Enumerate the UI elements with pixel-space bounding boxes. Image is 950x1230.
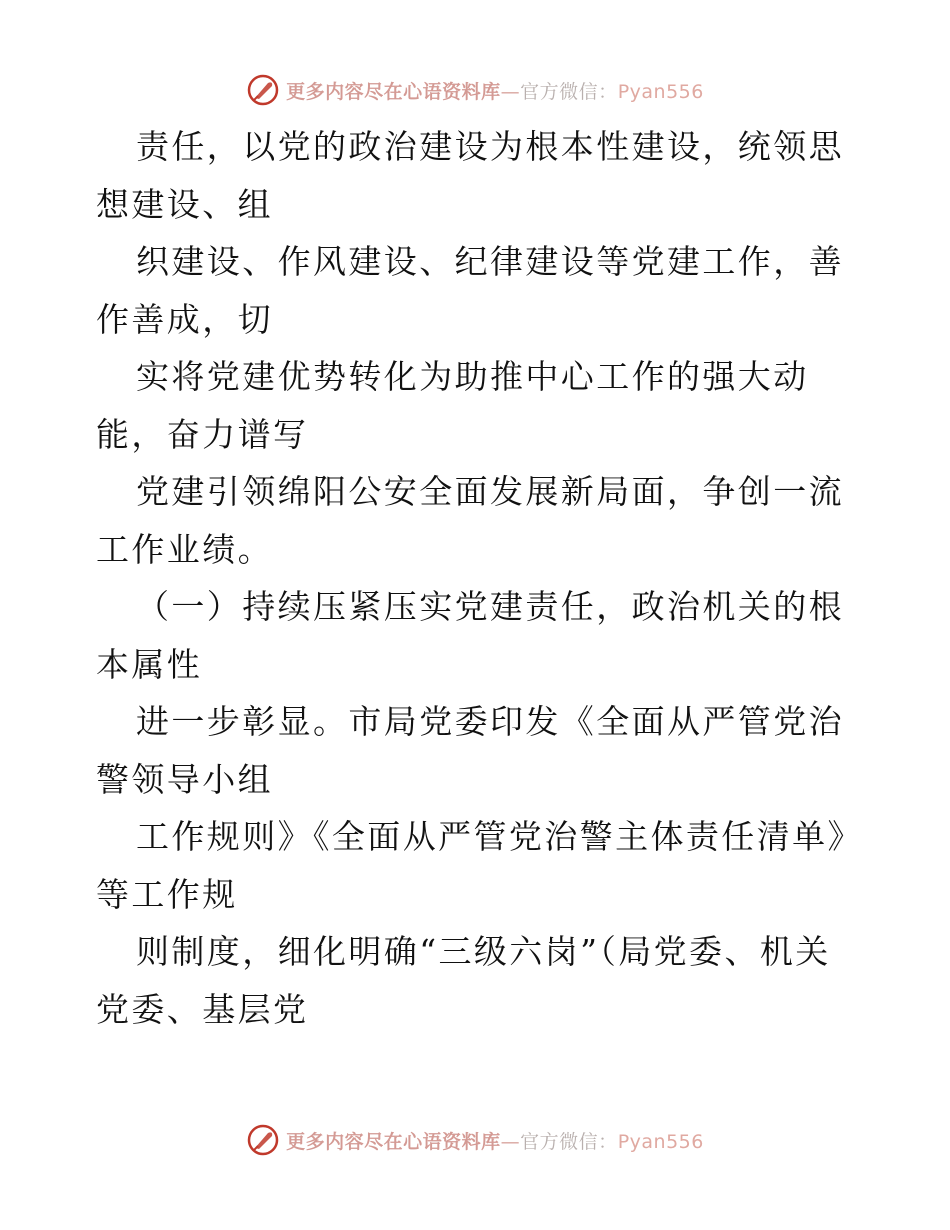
paragraph: 党建引领绵阳公安全面发展新局面，争创一流工作业绩。 [96,472,844,569]
watermark-dash: — [500,80,521,103]
paragraph: 实将党建优势转化为助推中心工作的强大动能，奋力谱写 [96,357,809,454]
watermark-text [286,77,704,104]
quill-logo-icon [246,1123,280,1157]
paragraph: 工作规则》《全面从严管党治警主体责任清单》等工作规 [96,817,847,914]
quill-logo-icon [246,73,280,107]
header-watermark [0,70,950,110]
footer-watermark [0,1120,950,1160]
watermark-wechat-label: 官方微信： [520,80,618,103]
watermark-wechat-id: Pyan556 [617,1130,704,1153]
paragraph: （一）持续压紧压实党建责任，政治机关的根本属性 [96,587,844,684]
paragraph: 则制度，细化明确“三级六岗”（局党委、机关党委、基层党 [96,932,831,1029]
paragraph: 责任，以党的政治建设为根本性建设，统领思想建设、组 [96,127,844,224]
document-body [96,118,856,1038]
paragraph: 织建设、作风建设、纪律建设等党建工作，善作善成，切 [96,242,844,339]
watermark-wechat-id: Pyan556 [617,80,704,103]
watermark-brand: 更多内容尽在心语资料库 [286,80,501,103]
paragraph: 进一步彰显。市局党委印发《全面从严管党治警领导小组 [96,702,844,799]
watermark-brand: 更多内容尽在心语资料库 [286,1130,501,1153]
watermark-dash: — [500,1130,521,1153]
watermark-wechat-label: 官方微信： [520,1130,618,1153]
watermark-text [286,1127,704,1154]
